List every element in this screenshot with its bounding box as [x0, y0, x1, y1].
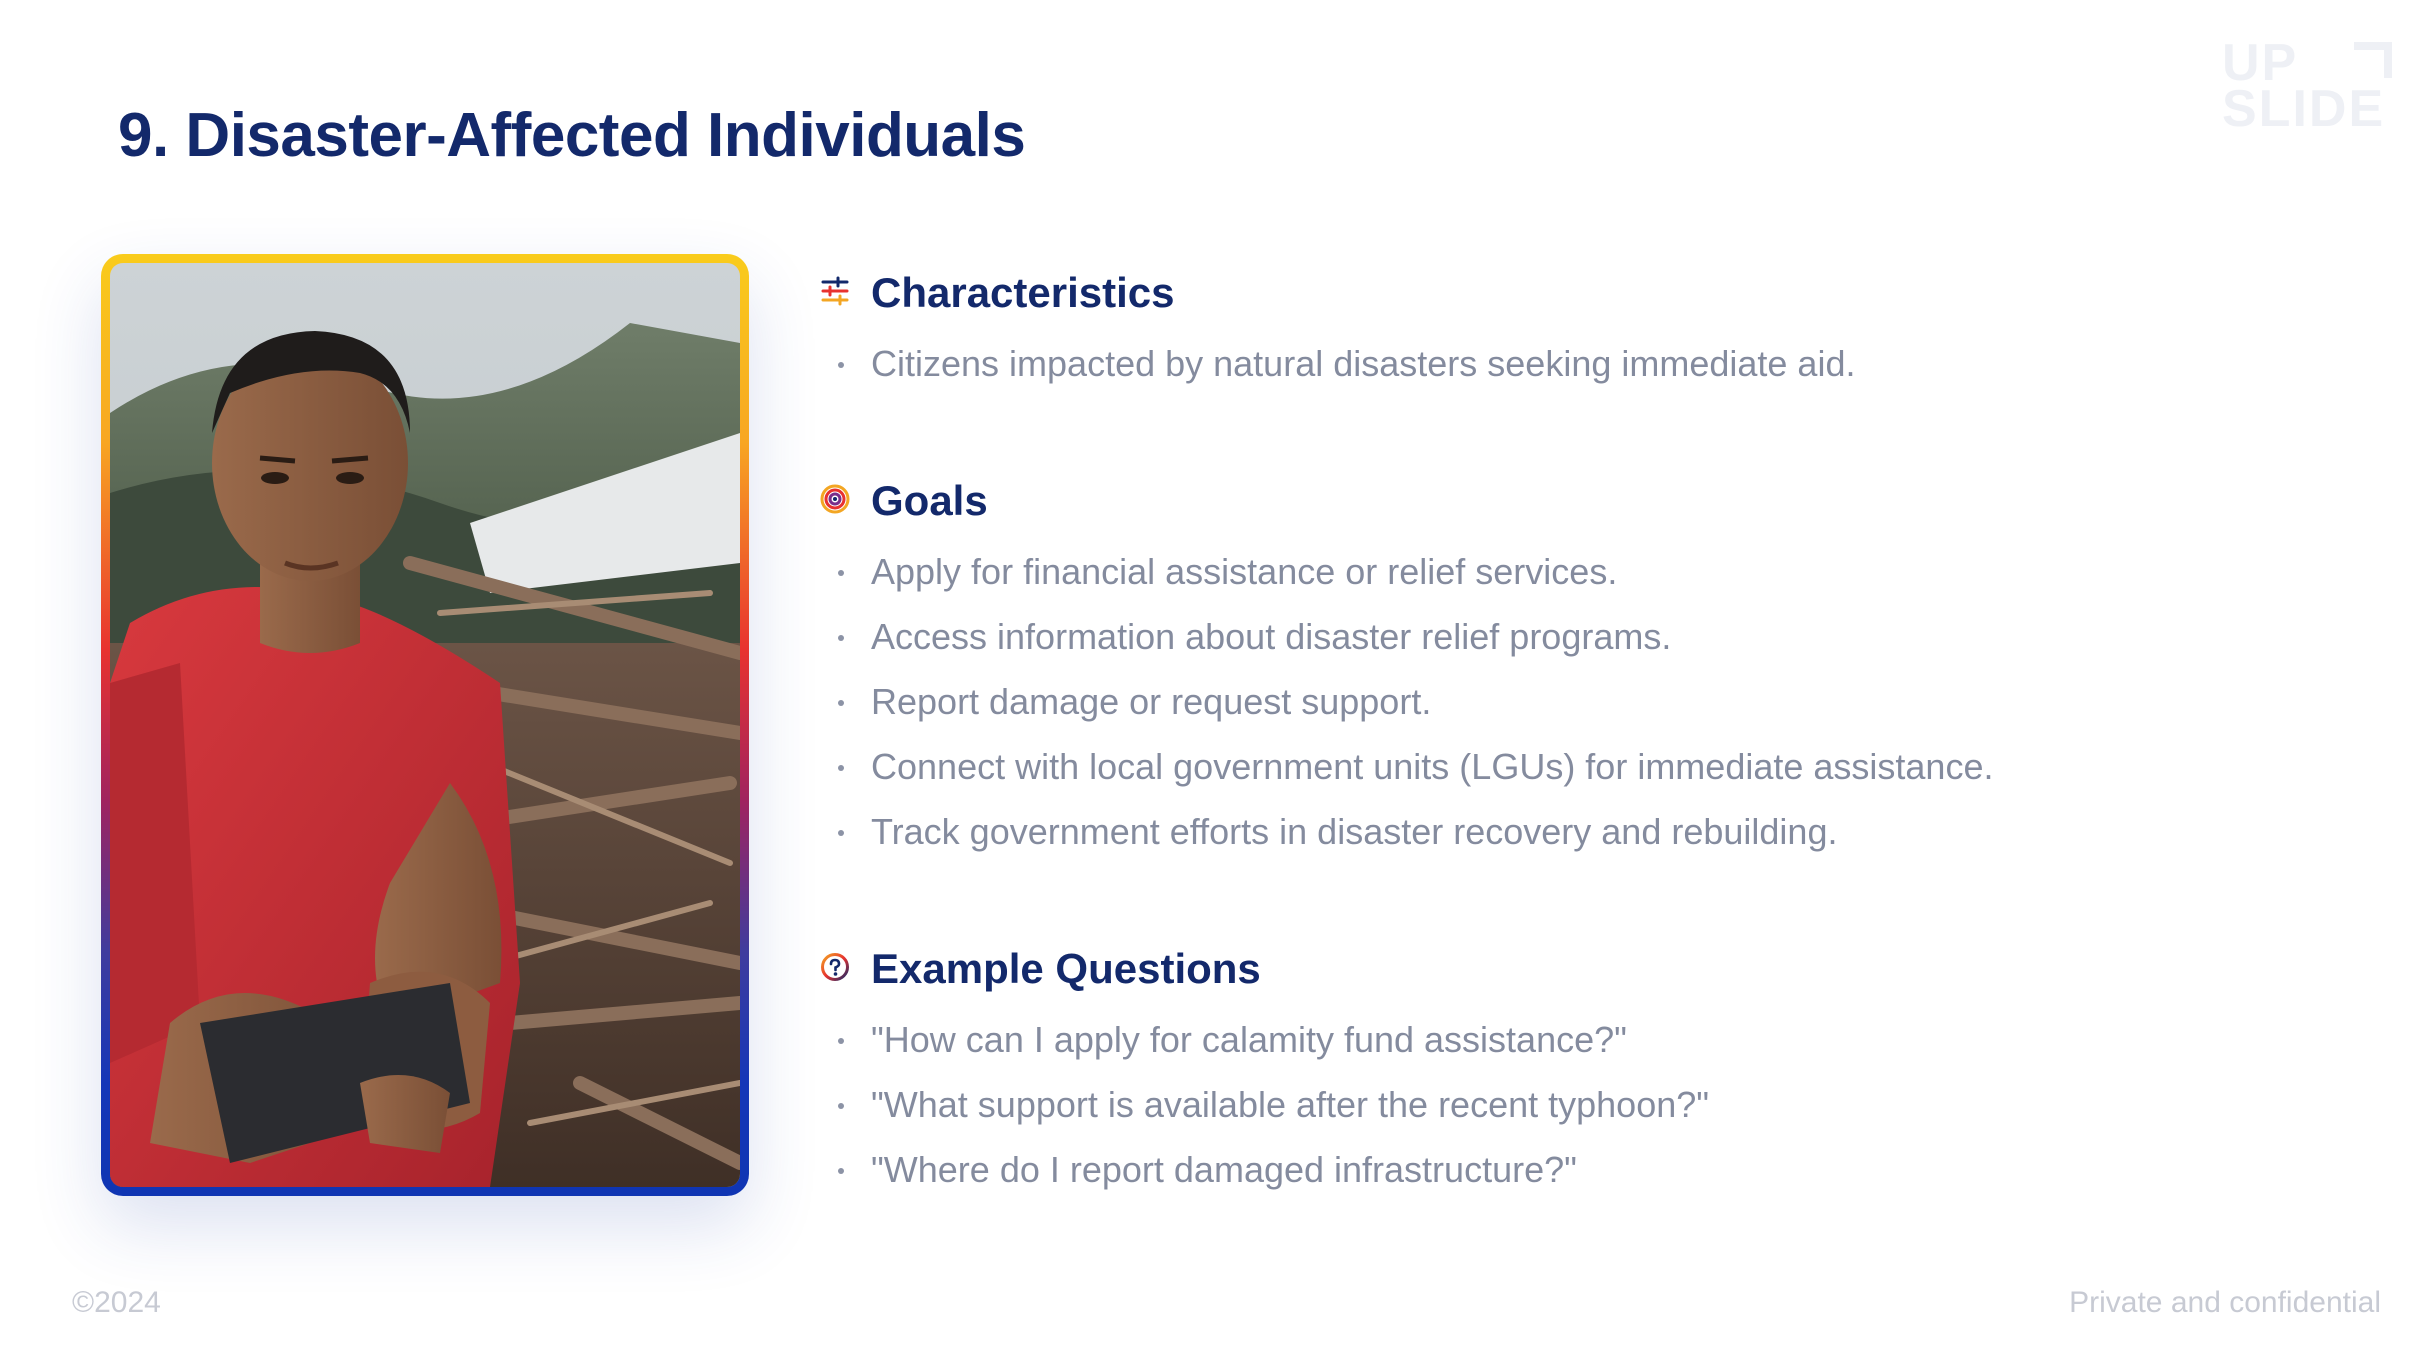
list-item: Apply for financial assistance or relief services. — [820, 540, 2220, 605]
upslide-logo — [2222, 34, 2394, 138]
copyright-text: ©2024 — [72, 1286, 161, 1319]
bullet — [838, 1038, 844, 1044]
section-header — [820, 934, 2220, 1006]
section-example-questions — [820, 934, 2220, 1203]
characteristics-list — [820, 332, 2220, 397]
section-title: Example Questions — [871, 945, 1261, 992]
list-item: Citizens impacted by natural disasters seeking immediate aid. — [820, 332, 2220, 397]
list-item: "Where do I report damaged infrastructure?" — [820, 1138, 2220, 1203]
sliders-icon — [820, 276, 850, 306]
bullet — [838, 830, 844, 836]
slide-title: 9. Disaster-Affected Individuals — [118, 101, 1026, 170]
list-item: Connect with local government units (LGUs) for immediate assistance. — [820, 735, 2220, 800]
bullet — [838, 1103, 844, 1109]
bullet — [838, 570, 844, 576]
question-circle-icon — [820, 952, 850, 982]
bullet — [838, 1168, 844, 1174]
bullet — [838, 765, 844, 771]
section-title: Characteristics — [871, 269, 1175, 316]
persona-sections — [820, 258, 2220, 1203]
bullet — [838, 700, 844, 706]
goals-list — [820, 540, 2220, 865]
section-header — [820, 466, 2220, 538]
section-title: Goals — [871, 477, 988, 524]
list-item: Report damage or request support. — [820, 670, 2220, 735]
persona-photo — [110, 263, 740, 1187]
section-goals — [820, 466, 2220, 865]
bullet — [838, 362, 844, 368]
logo-corner-mark — [2354, 42, 2392, 78]
confidentiality-note: Private and confidential — [2069, 1286, 2381, 1319]
list-item: "What support is available after the recent typhoon?" — [820, 1073, 2220, 1138]
target-icon — [820, 484, 850, 514]
list-item: Access information about disaster relief programs. — [820, 605, 2220, 670]
section-characteristics — [820, 258, 2220, 397]
questions-list — [820, 1008, 2220, 1203]
list-item: Track government efforts in disaster recovery and rebuilding. — [820, 800, 2220, 865]
section-header — [820, 258, 2220, 330]
bullet — [838, 635, 844, 641]
list-item: "How can I apply for calamity fund assistance?" — [820, 1008, 2220, 1073]
logo-text: UP SLIDE — [2222, 34, 2386, 138]
persona-photo-frame — [101, 254, 749, 1196]
